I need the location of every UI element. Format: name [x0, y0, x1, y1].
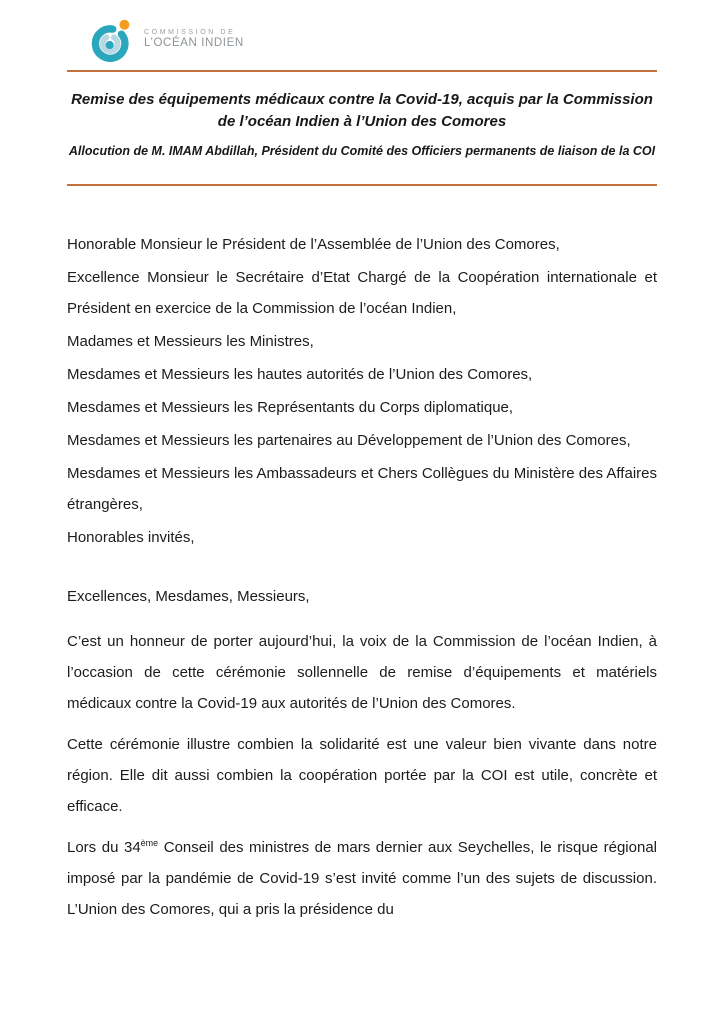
document-body: [67, 229, 657, 925]
salutation-line: Madames et Messieurs les Ministres,: [67, 333, 314, 350]
ordinal-superscript: ème: [140, 838, 159, 848]
salutation-line: Mesdames et Messieurs les hautes autorités de l’Union des Comores,: [67, 366, 533, 383]
body-paragraph-last: [67, 832, 657, 925]
logo-text-line1: COMMISSION DE: [144, 29, 236, 36]
coi-logo: [89, 16, 657, 62]
logo-text-line2: L’OCÉAN INDIEN: [144, 37, 244, 49]
salutation-line: Honorable Monsieur le Président de l’Assemblée de l’Union des Comores,: [67, 236, 560, 253]
coi-logo-wordmark: [144, 28, 244, 50]
document-title: Remise des équipements médicaux contre la Covid-19, acquis par la Commission de l’océan Indien à l’Union des Comores: [71, 91, 653, 130]
salutation-line: Mesdames et Messieurs les partenaires au Développement de l’Union des Comores,: [67, 432, 631, 449]
coi-swirl-icon: [89, 16, 135, 62]
last-paragraph-prefix: Lors du 34: [67, 839, 141, 856]
document-subtitle: Allocution de M. IMAM Abdillah, Président du Comité des Officiers permanents de liaison de la COI: [68, 144, 656, 158]
body-paragraph: Cette cérémonie illustre combien la solidarité est une valeur bien vivante dans notre région. Elle dit aussi combien la coopération portée par la COI est utile, concrète et efficace.: [67, 736, 657, 815]
greeting-line: Excellences, Mesdames, Messieurs,: [67, 588, 310, 605]
salutation-line: Excellence Monsieur le Secrétaire d’Etat Chargé de la Coopération internationale et Président en exercice de la Commission de l’océan Indien,: [67, 269, 657, 317]
header-rule-bottom: [67, 184, 657, 186]
body-paragraph: C’est un honneur de porter aujourd’hui, la voix de la Commission de l’océan Indien, à l’occasion de cette cérémonie sollennelle de remise d’équipements et matériels médicaux contre la Covid-19 aux autorités de l’Union des Comores.: [67, 633, 657, 712]
salutation-line: Mesdames et Messieurs les Ambassadeurs et Chers Collègues du Ministère des Affaires étrangères,: [67, 465, 657, 513]
header-rule-top: [67, 70, 657, 72]
salutation-line: Mesdames et Messieurs les Représentants du Corps diplomatique,: [67, 399, 514, 416]
coi-logo-icon: [89, 16, 135, 62]
last-paragraph-rest: Conseil des ministres de mars dernier aux Seychelles, le risque régional imposé par la pandémie de Covid-19 s’est invité comme l’un des sujets de discussion. L’Union des Comores, qui a pris la présidence du: [67, 839, 658, 918]
salutation-line: Honorables invités,: [67, 529, 195, 546]
